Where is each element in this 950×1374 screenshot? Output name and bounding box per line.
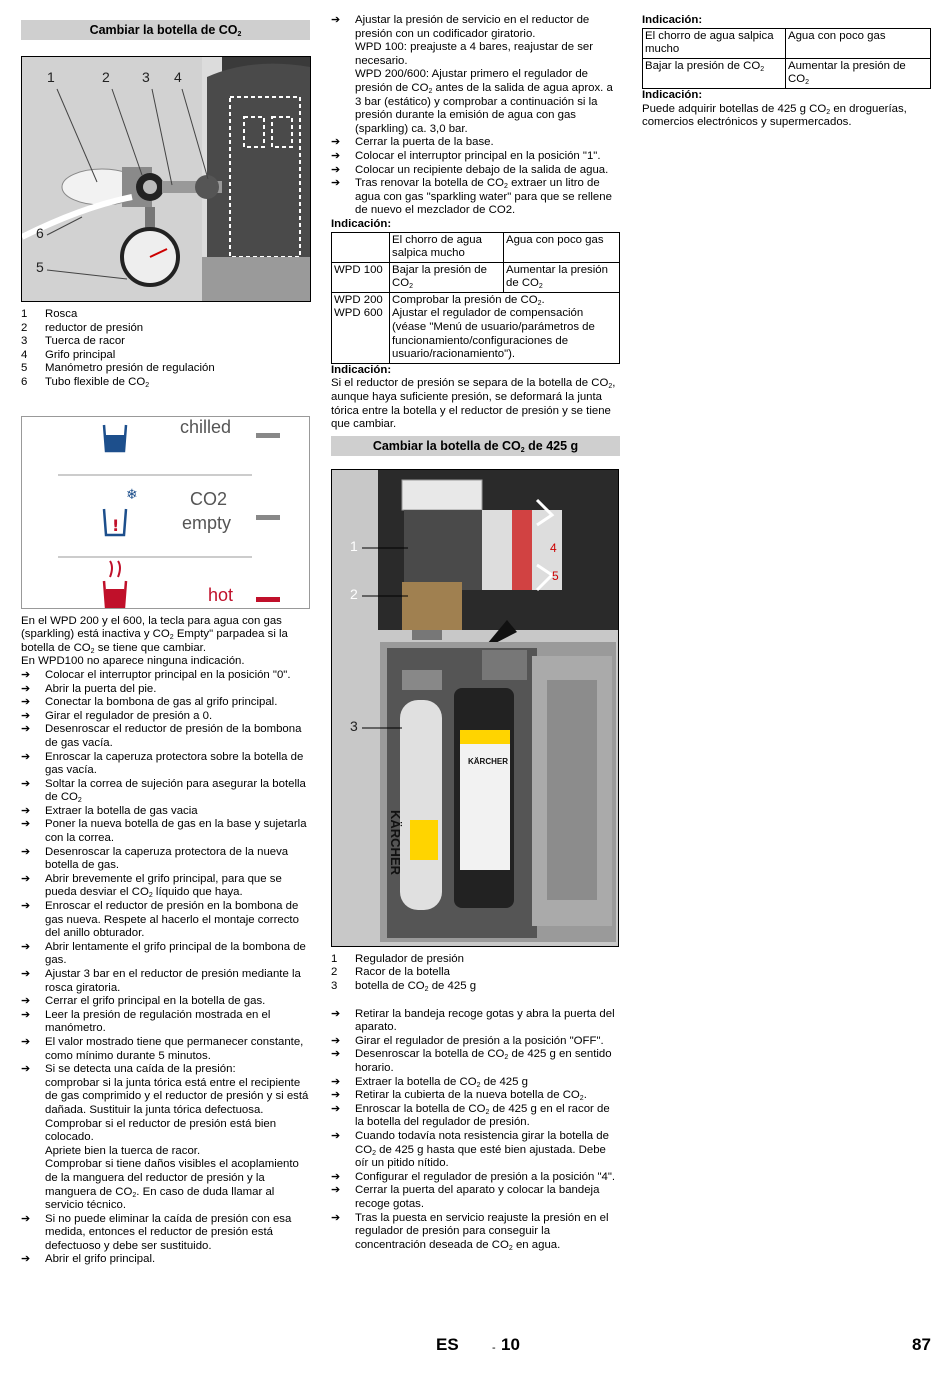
indicacion-heading: Indicación: — [331, 363, 392, 376]
legend-item: 2 Racor de la botella — [331, 966, 450, 979]
list-item: ➔ Configurar el regulador de presión a la posición "4". — [331, 1171, 620, 1185]
list-item: ➔ Cerrar la puerta del aparato y colocar la bandeja recoge gotas. — [331, 1184, 620, 1211]
list-item: ➔ Extraer la botella de gas vacia — [21, 805, 310, 819]
note-paragraph: Si el reductor de presión se separa de la botella de $CO_2$, aunque haya suficiente presión, se deformará la junta tórica entre la botella y el reductor de presión y se tiene que cambiar. — [331, 377, 616, 431]
list-item: ➔ Colocar un recipiente debajo de la salida de agua. — [331, 164, 620, 178]
callout-2: 2 — [350, 585, 358, 602]
list-item: ➔ Tras renovar la botella de $CO_2$ extraer un litro de agua con gas "sparkling water" para que se rellene de nuevo el mezclador de CO2. — [331, 177, 620, 218]
list-item: ➔ Enroscar el reductor de presión en la bombona de gas nueva. Respete al hacerlo el montaje correcto del anillo obturador. — [21, 900, 310, 941]
figure-co2-reducer-photo — [21, 56, 311, 302]
callout-4: 4 — [174, 69, 182, 85]
filter-brand: KÄRCHER — [468, 756, 508, 766]
label-hot: hot — [208, 584, 234, 605]
list-item: ➔ Ajustar 3 bar en el reductor de presión mediante la rosca giratoria. — [21, 968, 310, 995]
dial-mark-5: 5 — [552, 568, 559, 583]
footer-dash: - — [492, 1342, 496, 1354]
table-row: El chorro de agua salpica mucho Agua con poco gas — [643, 28, 931, 58]
legend-item: 4 Grifo principal — [21, 348, 116, 361]
list-item: ➔ Abrir el grifo principal. — [21, 1253, 310, 1267]
section-title-change-425g: Cambiar la botella de $CO_2$ de 425 g — [331, 436, 620, 456]
dial-mark-4: 4 — [550, 540, 557, 555]
figure1-legend — [21, 308, 310, 390]
list-item: ➔ Ajustar la presión de servicio en el reductor de presión con un codificador giratorio. WPD 100: preajuste a 4 bares, reajustar de ser necesario. WPD 200/600: Ajustar primero el regulador de presión de $CO_2$ antes de la salida de agua aprox. a 3 bar (estático) y comprobar a continuación si la presión durante la emisión de agua con gas (sparkling) ca. 3,0 bar. — [331, 14, 620, 136]
label-empty: empty — [182, 512, 232, 533]
list-item: ➔ Cerrar el grifo principal en la botella de gas. — [21, 995, 310, 1009]
list-item: ➔ Extraer la botella de $CO_2$ de 425 g — [331, 1076, 620, 1090]
reducer-photo-illustration — [22, 57, 310, 301]
middle-column — [331, 14, 620, 1252]
list-item: ➔ Si no puede eliminar la caída de presión con esa medida, entonces el reductor de presión está defectuoso y debe ser sustituido. — [21, 1213, 310, 1254]
list-item: ➔ Retirar la bandeja recoge gotas y abra la puerta del aparato. — [331, 1008, 620, 1035]
intro-paragraph-2: En WPD100 no aparece ninguna indicación. — [21, 655, 245, 668]
legend-item: 2 reductor de presión — [21, 321, 144, 334]
figure-425g-bottle — [331, 469, 619, 947]
list-item: ➔ Poner la nueva botella de gas en la base y sujetarla con la correa. — [21, 818, 310, 845]
table-row: Bajar la presión de $CO_2$ Aumentar la presión de $CO_2$ — [643, 58, 931, 88]
purchase-note: Puede adquirir botellas de 425 g $CO_2$ en droguerías, comercios electrónicos y supermercados. — [642, 102, 907, 129]
left-column — [21, 20, 310, 1267]
legend-item: 1 Regulador de presión — [331, 952, 464, 965]
indicacion-heading: Indicación: — [331, 217, 392, 230]
indicacion-table-middle — [331, 232, 620, 364]
legend-item: 1 Rosca — [21, 308, 78, 320]
indicacion-heading: Indicación: — [642, 14, 703, 26]
indicacion-table-right — [642, 28, 931, 89]
list-item: ➔ Enroscar la caperuza protectora sobre la botella de gas vacía. — [21, 751, 310, 778]
callout-3: 3 — [142, 69, 150, 85]
list-item: ➔ Desenroscar el reductor de presión de la bombona de gas vacía. — [21, 723, 310, 750]
page-footer — [0, 1334, 950, 1374]
callout-1: 1 — [350, 537, 358, 554]
list-item: ➔ Enroscar la botella de $CO_2$ de 425 g en el racor de la botella del regulador de presión. — [331, 1103, 620, 1130]
steps-list-middle-top — [331, 14, 620, 218]
list-item: ➔ Abrir brevemente el grifo principal, para que se pueda desviar el $CO_2$ líquido que haya. — [21, 873, 310, 900]
legend-item: 3 Tuerca de racor — [21, 335, 125, 348]
list-item: ➔ Cuando todavía nota resistencia girar la botella de $CO_2$ de 425 g hasta que esté bien ajustada. Debe oír un pitido nítido. — [331, 1130, 620, 1171]
legend-item: 6 Tubo flexible de $CO_2$ — [21, 375, 150, 389]
bottle-brand: KÄRCHER — [388, 809, 403, 875]
callout-2: 2 — [102, 69, 110, 85]
list-item: ➔ Colocar el interruptor principal en la posición "1". — [331, 150, 620, 164]
steps-list-middle-bottom — [331, 1008, 620, 1253]
list-item: ➔ Tras la puesta en servicio reajuste la presión en el regulador de presión para conseguir la concentración deseada de $CO_2$ en agua. — [331, 1212, 620, 1253]
label-co2: CO2 — [190, 488, 228, 509]
list-item: ➔ Retirar la cubierta de la nueva botella de $CO_2$. — [331, 1089, 620, 1103]
steps-list-left — [21, 669, 310, 1267]
intro-paragraph: En el WPD 200 y el 600, la tecla para agua con gas (sparkling) está inactiva y $CO_2$ Empty" parpadea si la botella de $CO_2$ se tiene que cambiar. — [21, 614, 288, 655]
svg-text:❄: ❄ — [126, 486, 138, 503]
figure-control-panel — [21, 416, 310, 609]
callout-5: 5 — [36, 259, 44, 275]
list-item: ➔ Conectar la bombona de gas al grifo principal. — [21, 696, 310, 710]
control-panel-illustration — [22, 417, 309, 608]
right-column — [642, 14, 931, 130]
list-item: ➔ Cerrar la puerta de la base. — [331, 136, 620, 150]
list-item: ➔ Desenroscar la caperuza protectora de la nueva botella de gas. — [21, 846, 310, 873]
callout-3: 3 — [350, 717, 358, 734]
list-item: ➔ Leer la presión de regulación mostrada en el manómetro. — [21, 1009, 310, 1036]
section-page-number: 10 — [501, 1335, 520, 1354]
list-item: ➔ Colocar el interruptor principal en la posición "0". — [21, 669, 310, 683]
section-title-change-co2: Cambiar la botella de $CO_2$ — [21, 20, 310, 40]
svg-text:!: ! — [112, 515, 120, 535]
figure2-legend — [331, 953, 620, 994]
indicacion-heading: Indicación: — [642, 88, 703, 101]
list-item: ➔ Abrir lentamente el grifo principal de la bombona de gas. — [21, 941, 310, 968]
list-item: ➔ Girar el regulador de presión a la posición "OFF". — [331, 1035, 620, 1049]
callout-1: 1 — [47, 69, 55, 85]
table-row: WPD 100 Bajar la presión de $CO_2$ Aumentar la presión de $CO_2$ — [332, 262, 620, 292]
bottle-photo-illustration — [332, 470, 618, 946]
list-item: ➔ Soltar la correa de sujeción para asegurar la botella de $CO_2$ — [21, 778, 310, 805]
table-row: El chorro de agua salpica mucho Agua con poco gas — [332, 232, 620, 262]
table-row: WPD 200 WPD 600 Comprobar la presión de $CO_2$. Ajustar el regulador de compensación (véase "Menú de usuario/parámetros de funcionamiento/configuraciones de usuario/racionamiento"). — [332, 292, 620, 363]
list-item: ➔ Desenroscar la botella de $CO_2$ de 425 g en sentido horario. — [331, 1048, 620, 1075]
page-number: 87 — [912, 1335, 931, 1354]
label-chilled: chilled — [180, 416, 232, 437]
list-item: ➔ Abrir la puerta del pie. — [21, 683, 310, 697]
subscript: 2 — [237, 31, 242, 38]
language-code: ES — [436, 1335, 459, 1354]
legend-item: 5 Manómetro presión de regulación — [21, 362, 215, 375]
callout-6: 6 — [36, 225, 44, 241]
list-item: ➔ Girar el regulador de presión a 0. — [21, 710, 310, 724]
list-item: ➔ Si se detecta una caída de la presión: comprobar si la junta tórica está entre el recipiente de gas comprimido y el reductor de presión y si está dañada. Sustituir la junta tórica defectuosa. Comprobar si el reductor de presión está bien colocado. Apriete bien la tuerca de racor. Comprobar si tiene daños visibles el acoplamiento de la manguera del reductor de presión y la manguera de $CO_2$. En caso de duda llamar al servicio técnico. — [21, 1063, 310, 1213]
legend-item: 3 botella de $CO_2$ de 425 g — [331, 980, 477, 993]
list-item: ➔ El valor mostrado tiene que permanecer constante, como mínimo durante 5 minutos. — [21, 1036, 310, 1063]
